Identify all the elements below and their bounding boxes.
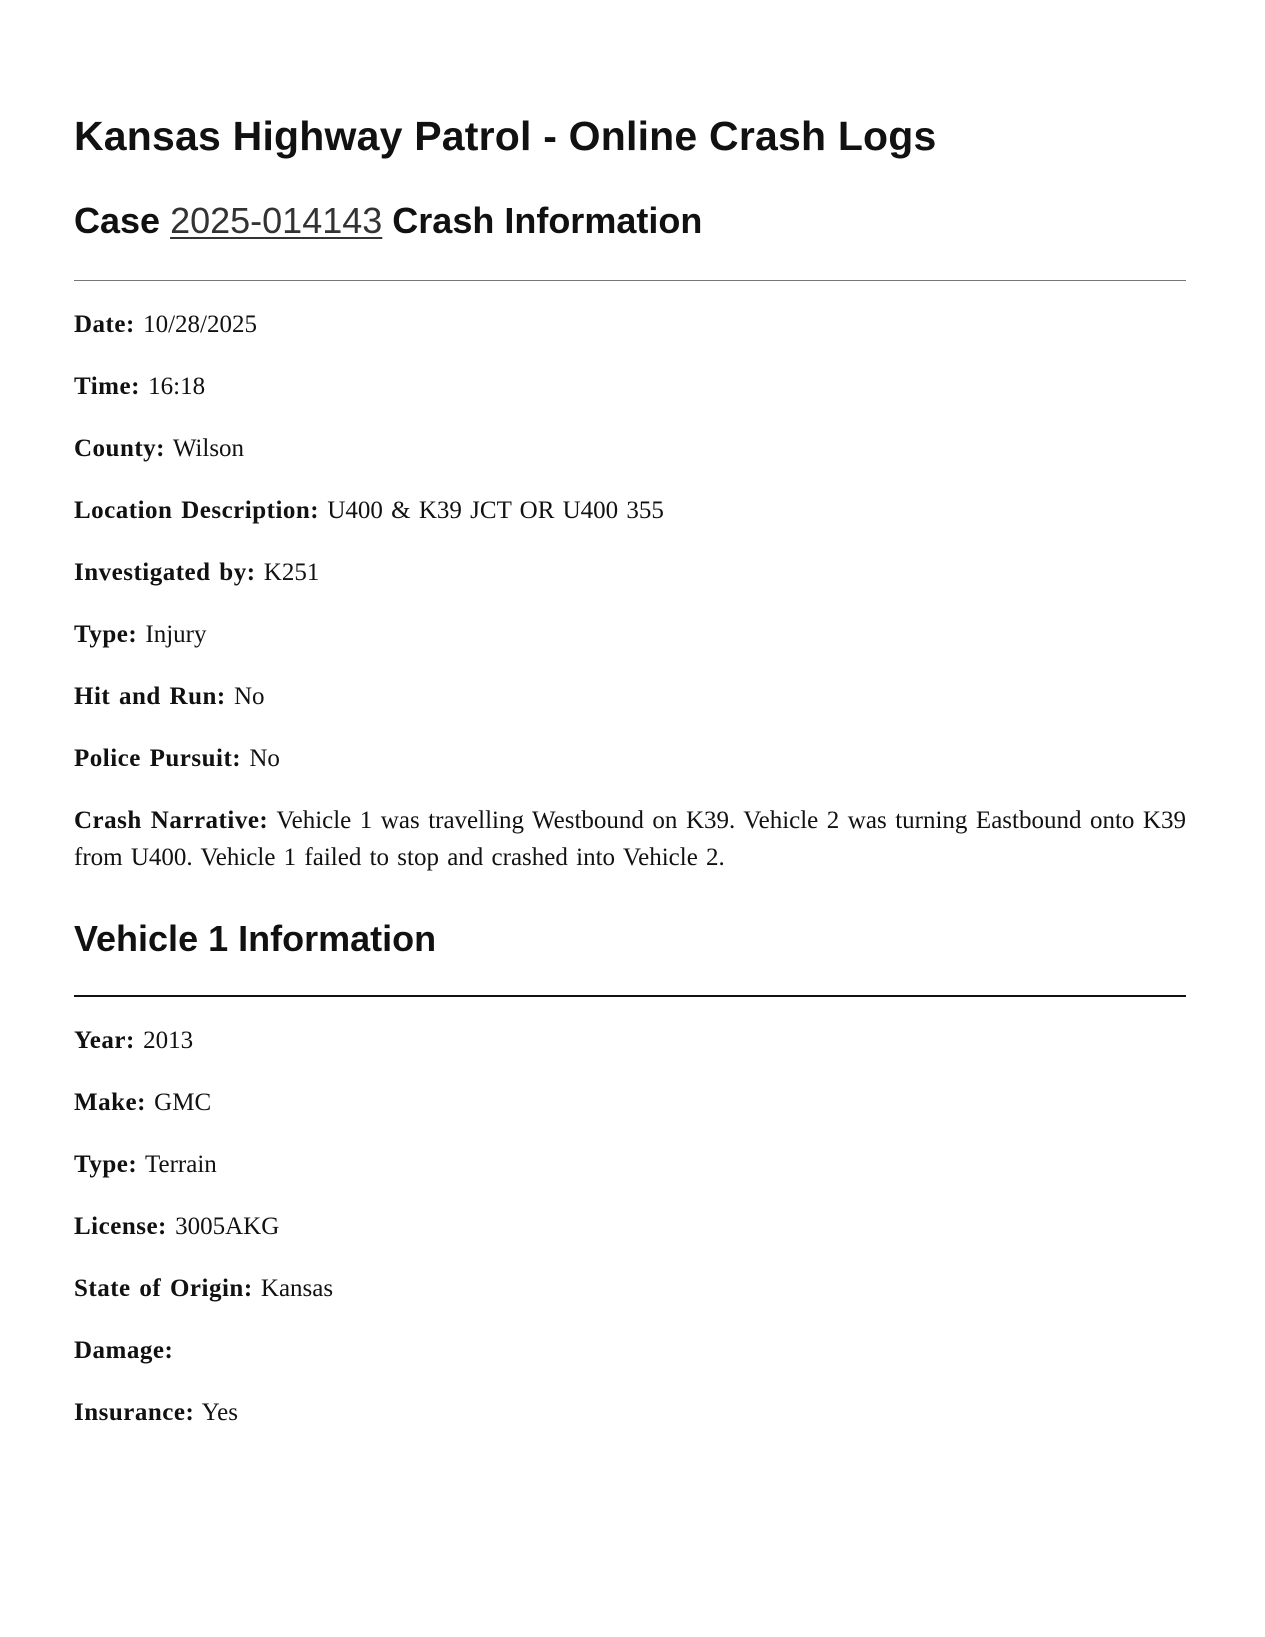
county-label: County: [74, 435, 166, 462]
vehicle-damage-label: Damage: [74, 1337, 174, 1364]
crash-narrative-label: Crash Narrative: [74, 807, 269, 834]
date-label: Date: [74, 311, 135, 338]
investigated-by-field [74, 554, 319, 591]
vehicle-state-field [74, 1270, 333, 1307]
vehicle-section-divider [74, 995, 1186, 997]
location-field [74, 492, 664, 529]
police-pursuit-field [74, 740, 280, 777]
crash-type-label: Type: [74, 621, 138, 648]
vehicle-state-value: Kansas [260, 1275, 334, 1302]
time-label: Time: [74, 373, 140, 400]
date-value: 10/28/2025 [143, 311, 257, 338]
vehicle-year-field [74, 1022, 193, 1059]
vehicle-state-label: State of Origin: [74, 1275, 253, 1302]
date-field [74, 306, 257, 343]
section-divider [74, 280, 1186, 281]
case-number-link[interactable]: 2025-014143 [170, 200, 383, 241]
vehicle-insurance-value: Yes [201, 1399, 239, 1426]
time-field [74, 368, 205, 405]
hit-and-run-label: Hit and Run: [74, 683, 226, 710]
page-title: Kansas Highway Patrol - Online Crash Logs [74, 113, 937, 159]
case-heading [74, 200, 702, 242]
time-value: 16:18 [148, 373, 206, 400]
location-label: Location Description: [74, 497, 320, 524]
crash-narrative-value: Vehicle 1 was travelling Westbound on K39. Vehicle 2 was turning Eastbound onto K39 from U400. Vehicle 1 failed to stop and crashed into Vehicle 2. [74, 807, 1186, 871]
vehicle-type-value: Terrain [144, 1151, 217, 1178]
vehicle-license-field [74, 1208, 279, 1245]
vehicle-type-label: Type: [74, 1151, 138, 1178]
vehicle-insurance-label: Insurance: [74, 1399, 195, 1426]
vehicle-year-label: Year: [74, 1027, 135, 1054]
police-pursuit-value: No [249, 745, 280, 772]
crash-type-value: Injury [145, 621, 207, 648]
case-suffix: Crash Information [392, 200, 703, 241]
vehicle-year-value: 2013 [143, 1027, 194, 1054]
vehicle-insurance-field [74, 1394, 238, 1431]
vehicle-damage-field [74, 1332, 173, 1369]
county-value: Wilson [172, 435, 245, 462]
vehicle-make-value: GMC [154, 1089, 212, 1116]
location-value: U400 & K39 JCT OR U400 355 [327, 497, 664, 524]
case-prefix: Case [74, 200, 161, 241]
vehicle-type-field [74, 1146, 217, 1183]
vehicle-make-label: Make: [74, 1089, 146, 1116]
police-pursuit-label: Police Pursuit: [74, 745, 242, 772]
vehicle-license-label: License: [74, 1213, 167, 1240]
investigated-by-label: Investigated by: [74, 559, 256, 586]
hit-and-run-field [74, 678, 265, 715]
vehicle-license-value: 3005AKG [175, 1213, 280, 1240]
vehicle-make-field [74, 1084, 211, 1121]
crash-type-field [74, 616, 207, 653]
vehicle-1-heading: Vehicle 1 Information [74, 918, 437, 959]
hit-and-run-value: No [233, 683, 265, 710]
investigated-by-value: K251 [263, 559, 320, 586]
crash-narrative-field [74, 802, 1186, 876]
county-field [74, 430, 244, 467]
